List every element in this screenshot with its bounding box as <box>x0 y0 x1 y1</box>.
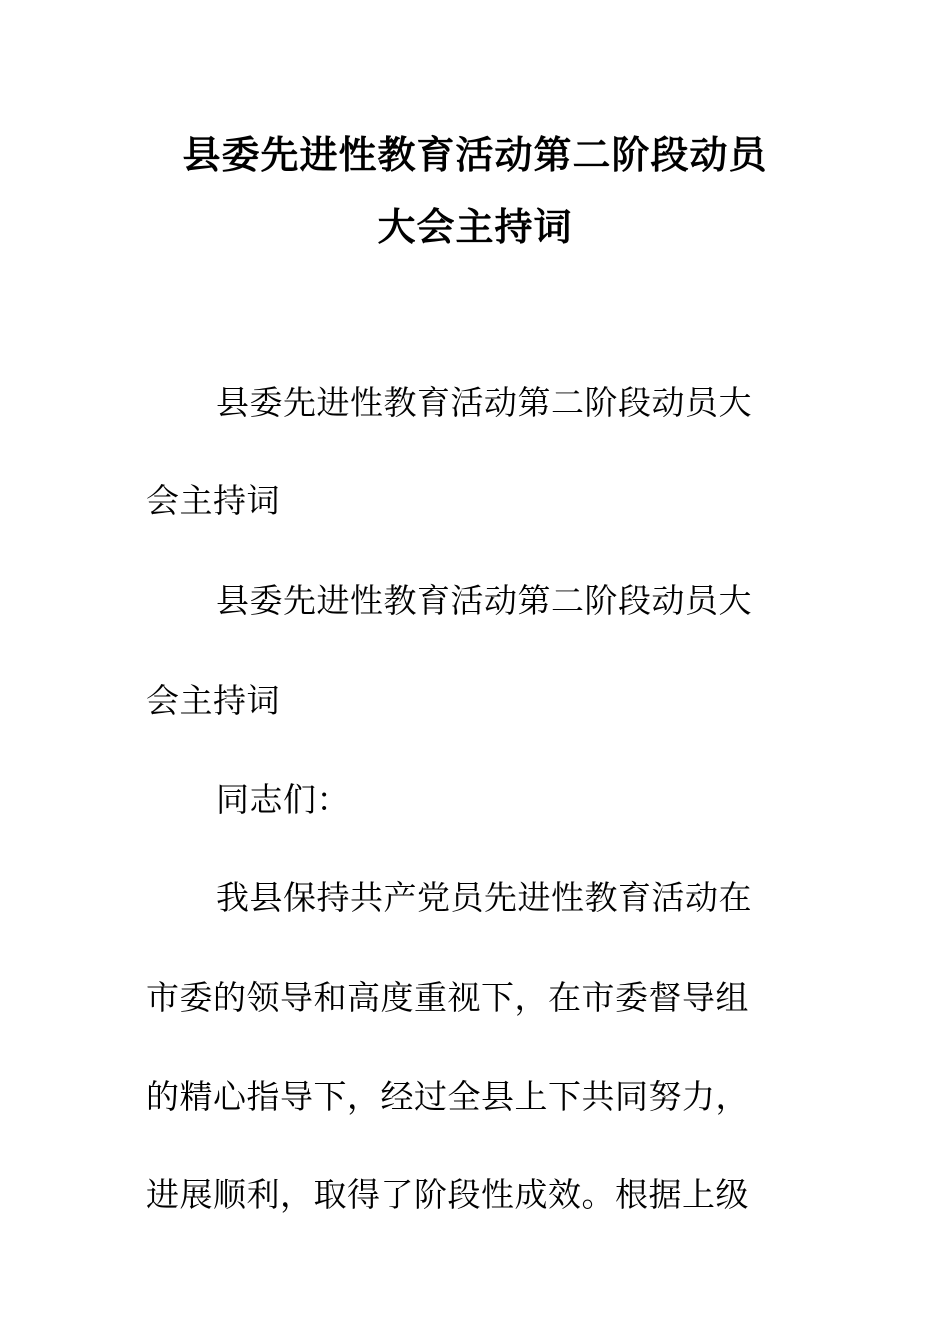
body-line-2: 会主持词 <box>146 481 280 520</box>
body-line-8: 的精心指导下，经过全县上下共同努力， <box>146 1077 749 1116</box>
document-title-line-1: 县委先进性教育活动第二阶段动员 <box>182 133 768 177</box>
body-line-7: 市委的领导和高度重视下，在市委督导组 <box>146 978 749 1017</box>
body-line-6: 我县保持共产党员先进性教育活动在 <box>216 878 752 917</box>
body-line-3: 县委先进性教育活动第二阶段动员大 <box>216 581 752 620</box>
body-line-5: 同志们： <box>216 780 350 819</box>
body-line-1: 县委先进性教育活动第二阶段动员大 <box>216 383 752 422</box>
document-title-line-2: 大会主持词 <box>377 205 573 249</box>
body-line-9: 进展顺利，取得了阶段性成效。根据上级 <box>146 1175 749 1214</box>
body-line-4: 会主持词 <box>146 681 280 720</box>
